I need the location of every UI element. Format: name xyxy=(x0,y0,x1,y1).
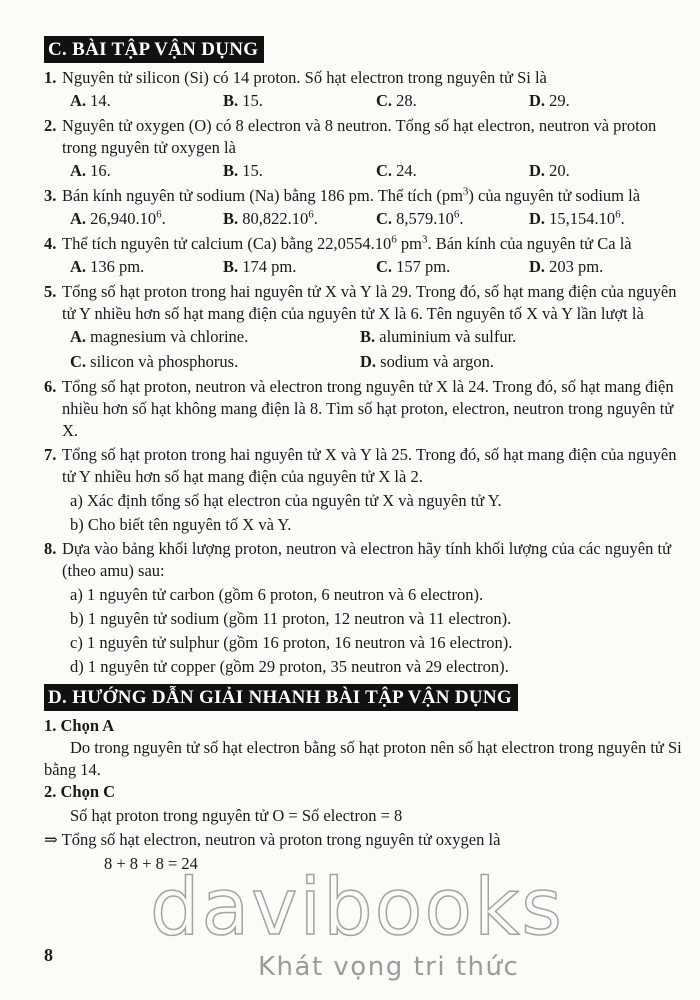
answer-2-line-1: Số hạt proton trong nguyên tử O = Số electron = 8 xyxy=(70,806,403,825)
option-a: A. magnesium và chlorine. xyxy=(70,327,249,346)
option-b: B. 15. xyxy=(223,161,263,180)
section-c-title: C. BÀI TẬP VẬN DỤNG xyxy=(44,36,264,63)
question-text: Tổng số hạt proton trong hai nguyên tử X và Y là 29. Trong đó, số hạt mang điện của nguyên tử Y nhiều hơn số hạt mang điện của nguyên tử X là 6. Tên nguyên tố X và Y lần lượt là xyxy=(62,282,677,323)
question-3-options xyxy=(44,208,684,230)
question-6 xyxy=(44,376,684,442)
question-1-options xyxy=(44,90,684,112)
question-text: Tổng số hạt proton, neutron và electron trong nguyên tử X là 24. Trong đó, số hạt mang điện nhiều hơn số hạt không mang điện là 8. Tìm số hạt proton, electron, neutron trong nguyên tử X. xyxy=(62,377,674,440)
option-b: B. 15. xyxy=(223,91,263,110)
question-number: 6. xyxy=(44,377,57,396)
question-7-part-b: b) Cho biết tên nguyên tố X và Y. xyxy=(70,515,292,534)
option-d: D. 203 pm. xyxy=(529,257,604,276)
watermark-brand: davibooks xyxy=(150,863,564,953)
watermark-slogan: Khát vọng tri thức xyxy=(258,952,520,982)
option-b: B. 174 pm. xyxy=(223,257,297,276)
question-number: 4. xyxy=(44,234,57,253)
question-text: Dựa vào bảng khối lượng proton, neutron và electron hãy tính khối lượng của các nguyên tử (theo amu) sau: xyxy=(62,539,672,580)
option-d: D. 29. xyxy=(529,91,570,110)
option-a: A. 14. xyxy=(70,91,111,110)
question-text: Tổng số hạt proton trong hai nguyên tử X và Y là 25. Trong đó, số hạt mang điện của nguyên tử Y nhiều hơn số hạt mang điện của nguyên tử X là 2. xyxy=(62,445,677,486)
question-1 xyxy=(44,67,684,89)
question-text: Nguyên tử oxygen (O) có 8 electron và 8 neutron. Tổng số hạt electron, neutron và proton trong nguyên tử oxygen là xyxy=(62,116,657,157)
implies-arrow-icon: ⇒ xyxy=(44,830,58,849)
option-a: A. 26,940.10$^6$. xyxy=(70,208,166,228)
option-b: B. aluminium và sulfur. xyxy=(360,327,517,346)
option-c: C. 28. xyxy=(376,91,417,110)
question-number: 8. xyxy=(44,539,57,558)
question-number: 5. xyxy=(44,282,57,301)
question-number: 3. xyxy=(44,186,57,205)
question-4-options xyxy=(44,256,684,278)
question-number: 7. xyxy=(44,445,57,464)
question-7 xyxy=(44,444,684,488)
question-5-options-row-1 xyxy=(44,326,684,348)
option-c: C. 24. xyxy=(376,161,417,180)
option-d: D. sodium và argon. xyxy=(360,352,494,371)
answer-2-heading: 2. Chọn C xyxy=(44,782,116,801)
option-c: C. 157 pm. xyxy=(376,257,451,276)
question-8 xyxy=(44,538,684,582)
option-a: A. 136 pm. xyxy=(70,257,145,276)
question-2 xyxy=(44,115,684,159)
question-4: 4. Thể tích nguyên tử calcium (Ca) bằng 22,0554.10$^6$ $pm^3$. Bán kính của nguyên tử Ca là xyxy=(44,233,632,253)
question-8-part-d: d) 1 nguyên tử copper (gồm 29 proton, 35 neutron và 29 electron). xyxy=(70,657,509,676)
question-number: 1. xyxy=(44,68,57,87)
question-number: 2. xyxy=(44,116,57,135)
answer-1-text: Do trong nguyên tử số hạt electron bằng số hạt proton nên số hạt electron trong nguyên tử Si bằng 14. xyxy=(44,738,682,779)
question-5-options-row-2 xyxy=(44,351,684,373)
page-number: 8 xyxy=(44,945,53,965)
option-d: D. 15,154.10$^6$. xyxy=(529,208,625,228)
question-8-part-c: c) 1 nguyên tử sulphur (gồm 16 proton, 16 neutron và 16 electron). xyxy=(70,633,513,652)
question-3: 3. Bán kính nguyên tử sodium (Na) bằng 186 pm. Thể tích $(pm^3)$ của nguyên tử sodium là xyxy=(44,185,641,205)
question-text: Nguyên tử silicon (Si) có 14 proton. Số hạt electron trong nguyên tử Si là xyxy=(62,68,547,87)
answer-1-heading: 1. Chọn A xyxy=(44,716,115,735)
question-7-part-a: a) Xác định tổng số hạt electron của nguyên tử X và nguyên tử Y. xyxy=(70,491,502,510)
section-d-title: D. HƯỚNG DẪN GIẢI NHANH BÀI TẬP VẬN DỤNG xyxy=(44,684,518,711)
question-5 xyxy=(44,281,684,325)
option-c: C. silicon và phosphorus. xyxy=(70,352,239,371)
question-2-options xyxy=(44,160,684,182)
answer-2-calculation: 8 + 8 + 8 = 24 xyxy=(104,854,198,873)
page-content xyxy=(44,34,684,877)
option-d: D. 20. xyxy=(529,161,570,180)
question-8-part-b: b) 1 nguyên tử sodium (gồm 11 proton, 12 neutron và 11 electron). xyxy=(70,609,512,628)
option-c: C. 8,579.10$^6$. xyxy=(376,208,464,228)
option-a: A. 16. xyxy=(70,161,111,180)
answer-2-line-2: ⇒ Tổng số hạt electron, neutron và proton trong nguyên tử oxygen là xyxy=(44,830,501,849)
option-b: B. 80,822.10$^6$. xyxy=(223,208,318,228)
question-8-part-a: a) 1 nguyên tử carbon (gồm 6 proton, 6 neutron và 6 electron). xyxy=(70,585,484,604)
